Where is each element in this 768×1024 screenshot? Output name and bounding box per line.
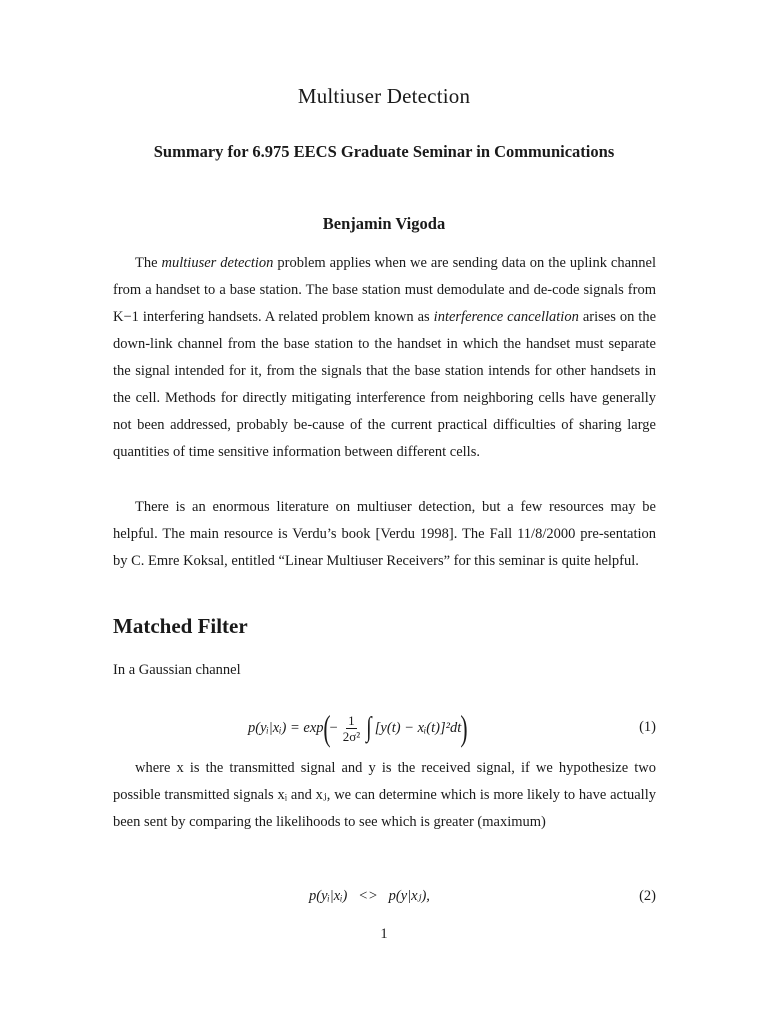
equation-2-math	[309, 888, 430, 905]
resources-paragraph	[113, 494, 656, 575]
section-heading-matched-filter: Matched Filter	[113, 614, 248, 638]
equation-2	[113, 888, 656, 912]
equation-1-minus: −	[329, 719, 338, 736]
paper-subtitle: Summary for 6.975 EECS Graduate Seminar in Communications	[153, 142, 615, 161]
page-number: 1	[380, 926, 388, 942]
equation-1-number: (1)	[639, 719, 656, 735]
paper-title: Multiuser Detection	[297, 84, 471, 108]
equation-1-integrand: [y(t) − xᵢ(t)]²dt	[374, 719, 462, 736]
hypothesis-paragraph	[113, 755, 656, 836]
equation-1-fraction	[341, 713, 362, 744]
paragraph-mid: problem applies when we are sending data on the uplink channel from a handset to a base station. The base station must demodulate and de-code signals from K−1 interfering handsets. A related problem known as	[113, 255, 657, 325]
left-paren: (	[322, 708, 331, 748]
equation-1-math	[248, 705, 467, 751]
paragraph-rest: arises on the down-link channel from the base station to the handset in which the handset must separate the signal intended for it, from the signals that the base station intends for other handsets in the cell. Methods for directly mitigating interference from neighboring cells have generally not been addressed, probably be-cause of the current practical difficulties of sharing large quantities of time sensitive information between different cells.	[113, 309, 657, 460]
right-paren: )	[460, 708, 468, 748]
hypothesis-text: where x is the transmitted signal and y is the received signal, if we hypothesize two possible transmitted signals xᵢ and xⱼ, we can determine which is more likely to have actually been sent by comparing the likelihoods to see which is greater (maximum)	[113, 760, 656, 830]
term-multiuser-detection: multiuser detection	[161, 255, 274, 271]
paper-author: Benjamin Vigoda	[322, 214, 446, 233]
section-intro-text: In a Gaussian channel	[113, 662, 241, 678]
paragraph-lead: The	[135, 255, 162, 271]
term-interference-cancellation: interference cancellation	[433, 309, 579, 325]
fraction-denominator: 2σ²	[342, 728, 361, 744]
equation-2-expr: p(yᵢ|xᵢ) <> p(y|xⱼ),	[309, 888, 430, 904]
equation-1-lhs: p(yᵢ|xᵢ) = exp	[248, 719, 324, 736]
equation-1	[113, 705, 656, 751]
integral-sign: ∫	[366, 712, 372, 743]
equation-2-number: (2)	[639, 888, 656, 904]
resources-text: There is an enormous literature on multiuser detection, but a few resources may be helpful. The main resource is Verdu’s book [Verdu 1998]. The Fall 11/8/2000 pre-sentation by C. Emre Koksal, entitled “Linear Multiuser Receivers” for this seminar is quite helpful.	[113, 499, 656, 569]
intro-paragraph	[113, 250, 656, 466]
fraction-numerator: 1	[348, 712, 355, 728]
